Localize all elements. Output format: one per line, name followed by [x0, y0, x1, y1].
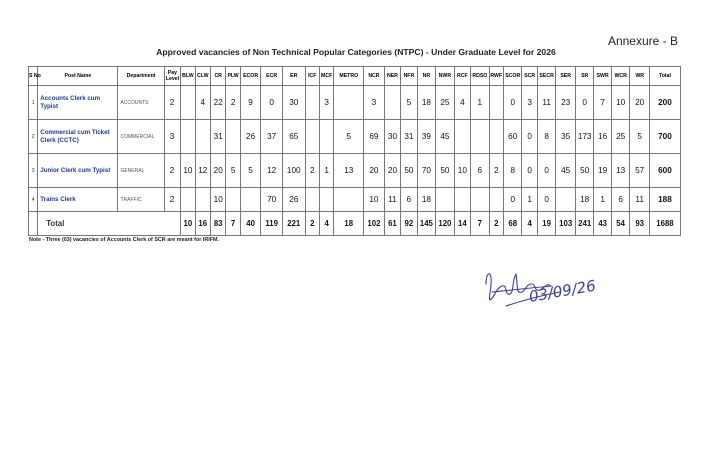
totals-label: Total: [38, 212, 181, 236]
vacancy-cell: 5: [226, 154, 240, 188]
signature-date: 03/09/26: [527, 276, 598, 306]
vacancy-cell: [436, 188, 455, 212]
vacancy-cell: 65: [282, 120, 305, 154]
vacancy-cell: 5: [630, 120, 650, 154]
col-header: WR: [630, 67, 650, 86]
total-vacancy-cell: 221: [282, 212, 305, 236]
pay-level: 2: [164, 154, 180, 188]
vacancy-cell: 100: [282, 154, 305, 188]
total-vacancy-cell: 241: [575, 212, 594, 236]
totals-blank: [29, 212, 38, 236]
total-vacancy-cell: 119: [261, 212, 283, 236]
vacancy-cell: 0: [575, 86, 594, 120]
post-name: Commercial cum Ticket Clerk (CCTC): [38, 120, 118, 154]
vacancy-cell: 50: [401, 154, 417, 188]
vacancy-cell: 12: [195, 154, 210, 188]
serial-number: 2: [29, 120, 38, 154]
vacancy-cell: [195, 120, 210, 154]
total-vacancy-cell: 68: [503, 212, 522, 236]
vacancy-cell: 10: [364, 188, 385, 212]
row-total: 700: [649, 120, 680, 154]
total-vacancy-cell: 120: [436, 212, 455, 236]
vacancy-cell: [181, 188, 195, 212]
total-vacancy-cell: 7: [226, 212, 240, 236]
vacancy-cell: 6: [401, 188, 417, 212]
vacancy-cell: [181, 86, 195, 120]
vacancy-cell: [454, 120, 470, 154]
col-header: SCOR: [503, 67, 522, 86]
col-header: PLW: [226, 67, 240, 86]
vacancy-cell: 0: [537, 154, 556, 188]
total-vacancy-cell: 4: [319, 212, 333, 236]
vacancy-cell: [305, 188, 319, 212]
vacancy-cell: 50: [436, 154, 455, 188]
vacancy-cell: 57: [630, 154, 650, 188]
vacancy-cell: 3: [522, 86, 537, 120]
vacancy-table: [28, 66, 681, 236]
vacancy-cell: [319, 120, 333, 154]
total-vacancy-cell: 2: [305, 212, 319, 236]
vacancy-cell: 173: [575, 120, 594, 154]
vacancy-cell: [489, 188, 503, 212]
total-vacancy-cell: 40: [240, 212, 261, 236]
vacancy-cell: 70: [261, 188, 283, 212]
vacancy-cell: 6: [471, 154, 490, 188]
vacancy-cell: 10: [611, 86, 630, 120]
vacancy-cell: [181, 120, 195, 154]
total-vacancy-cell: 4: [522, 212, 537, 236]
vacancy-cell: 11: [384, 188, 400, 212]
vacancy-cell: [556, 188, 576, 212]
table-row: [29, 154, 681, 188]
vacancy-cell: 3: [319, 86, 333, 120]
vacancy-cell: 2: [226, 86, 240, 120]
vacancy-cell: 69: [364, 120, 385, 154]
vacancy-cell: 5: [334, 120, 364, 154]
col-header: RDSO: [471, 67, 490, 86]
vacancy-cell: 10: [454, 154, 470, 188]
col-header: SWR: [594, 67, 611, 86]
pay-level: 3: [164, 120, 180, 154]
pay-level: 2: [164, 86, 180, 120]
total-vacancy-cell: 93: [630, 212, 650, 236]
totals-row: [29, 212, 681, 236]
total-vacancy-cell: 102: [364, 212, 385, 236]
vacancy-cell: [240, 188, 261, 212]
total-vacancy-cell: 61: [384, 212, 400, 236]
vacancy-cell: 16: [594, 120, 611, 154]
vacancy-cell: 60: [503, 120, 522, 154]
department: TRAFFIC: [118, 188, 164, 212]
total-vacancy-cell: 18: [334, 212, 364, 236]
row-total: 600: [649, 154, 680, 188]
vacancy-cell: 4: [195, 86, 210, 120]
vacancy-cell: 1: [319, 154, 333, 188]
vacancy-cell: 0: [503, 188, 522, 212]
post-name: Trains Clerk: [38, 188, 118, 212]
vacancy-cell: 2: [305, 154, 319, 188]
total-vacancy-cell: 43: [594, 212, 611, 236]
col-header: NER: [384, 67, 400, 86]
vacancy-cell: 7: [594, 86, 611, 120]
vacancy-cell: 2: [489, 154, 503, 188]
total-vacancy-cell: 83: [210, 212, 225, 236]
post-name: Accounts Clerk cum Typist: [38, 86, 118, 120]
total-vacancy-cell: 54: [611, 212, 630, 236]
vacancy-cell: [305, 120, 319, 154]
vacancy-cell: 22: [210, 86, 225, 120]
col-header: NCR: [364, 67, 385, 86]
pay-level: 2: [164, 188, 180, 212]
vacancy-cell: 5: [401, 86, 417, 120]
col-header: RWF: [489, 67, 503, 86]
vacancy-cell: [334, 188, 364, 212]
vacancy-cell: 13: [334, 154, 364, 188]
vacancy-cell: [334, 86, 364, 120]
vacancy-cell: 25: [436, 86, 455, 120]
col-header: ICF: [305, 67, 319, 86]
vacancy-cell: [471, 120, 490, 154]
vacancy-cell: [226, 120, 240, 154]
total-vacancy-cell: 92: [401, 212, 417, 236]
serial-number: 3: [29, 154, 38, 188]
vacancy-cell: [454, 188, 470, 212]
total-vacancy-cell: 10: [181, 212, 195, 236]
vacancy-cell: 10: [210, 188, 225, 212]
total-vacancy-cell: 2: [489, 212, 503, 236]
vacancy-cell: 5: [240, 154, 261, 188]
vacancy-cell: 12: [261, 154, 283, 188]
vacancy-cell: [489, 120, 503, 154]
total-vacancy-cell: 145: [417, 212, 436, 236]
post-name: Junior Clerk cum Typist: [38, 154, 118, 188]
vacancy-cell: 1: [522, 188, 537, 212]
vacancy-cell: 6: [611, 188, 630, 212]
vacancy-cell: 19: [594, 154, 611, 188]
col-header: ECOR: [240, 67, 261, 86]
col-header: SCR: [522, 67, 537, 86]
vacancy-cell: 20: [384, 154, 400, 188]
vacancy-cell: 26: [240, 120, 261, 154]
vacancy-cell: 39: [417, 120, 436, 154]
vacancy-cell: 18: [417, 86, 436, 120]
vacancy-cell: [489, 86, 503, 120]
vacancy-cell: 37: [261, 120, 283, 154]
col-header: BLW: [181, 67, 195, 86]
vacancy-cell: 11: [537, 86, 556, 120]
row-total: 200: [649, 86, 680, 120]
col-header: CR: [210, 67, 225, 86]
col-header: SER: [556, 67, 576, 86]
vacancy-cell: 1: [594, 188, 611, 212]
col-header: Total: [649, 67, 680, 86]
vacancy-cell: 31: [210, 120, 225, 154]
total-vacancy-cell: 7: [471, 212, 490, 236]
vacancy-cell: 70: [417, 154, 436, 188]
vacancy-cell: 11: [630, 188, 650, 212]
col-header: Department: [118, 67, 164, 86]
vacancy-cell: 0: [261, 86, 283, 120]
total-vacancy-cell: 103: [556, 212, 576, 236]
col-header: Post Name: [38, 67, 118, 86]
vacancy-cell: 0: [522, 120, 537, 154]
col-header: ECR: [261, 67, 283, 86]
col-header: NFR: [401, 67, 417, 86]
vacancy-cell: 9: [240, 86, 261, 120]
vacancy-cell: 3: [364, 86, 385, 120]
table-row: [29, 188, 681, 212]
vacancy-cell: 20: [630, 86, 650, 120]
vacancy-cell: [195, 188, 210, 212]
vacancy-cell: 30: [384, 120, 400, 154]
vacancy-cell: 45: [556, 154, 576, 188]
total-vacancy-cell: 16: [195, 212, 210, 236]
col-header: MCF: [319, 67, 333, 86]
vacancy-cell: [226, 188, 240, 212]
vacancy-cell: 30: [282, 86, 305, 120]
document-title: Approved vacancies of Non Technical Popular Categories (NTPC) - Under Graduate Level for 2026: [156, 47, 556, 57]
col-header: ER: [282, 67, 305, 86]
vacancy-cell: 35: [556, 120, 576, 154]
vacancy-cell: 0: [503, 86, 522, 120]
vacancy-cell: [305, 86, 319, 120]
vacancy-cell: [384, 86, 400, 120]
handwritten-signature: [478, 262, 628, 322]
vacancy-cell: 20: [210, 154, 225, 188]
col-header: Pay Level: [164, 67, 180, 86]
col-header: S No: [29, 67, 38, 86]
annexure-label: Annexure - B: [607, 34, 678, 48]
header-row: [29, 67, 681, 86]
table-row: [29, 120, 681, 154]
vacancy-cell: 45: [436, 120, 455, 154]
total-vacancy-cell: 19: [537, 212, 556, 236]
vacancy-cell: 50: [575, 154, 594, 188]
vacancy-cell: 20: [364, 154, 385, 188]
serial-number: 1: [29, 86, 38, 120]
department: GENERAL: [118, 154, 164, 188]
col-header: RCF: [454, 67, 470, 86]
vacancy-cell: 8: [503, 154, 522, 188]
vacancy-cell: 13: [611, 154, 630, 188]
vacancy-cell: 18: [575, 188, 594, 212]
department: COMMERCIAL: [118, 120, 164, 154]
total-vacancy-cell: 14: [454, 212, 470, 236]
vacancy-cell: 10: [181, 154, 195, 188]
col-header: NWR: [436, 67, 455, 86]
grand-total: 1688: [649, 212, 680, 236]
col-header: WCR: [611, 67, 630, 86]
department: ACCOUNTS: [118, 86, 164, 120]
vacancy-cell: 18: [417, 188, 436, 212]
vacancy-cell: 0: [537, 188, 556, 212]
serial-number: 4: [29, 188, 38, 212]
footnote: Note - Three (03) vacancies of Accounts Clerk of SCR are meant for IRIFM.: [29, 237, 220, 243]
col-header: NR: [417, 67, 436, 86]
col-header: SR: [575, 67, 594, 86]
col-header: CLW: [195, 67, 210, 86]
vacancy-cell: 25: [611, 120, 630, 154]
vacancy-cell: [319, 188, 333, 212]
table-row: [29, 86, 681, 120]
col-header: METRO: [334, 67, 364, 86]
vacancy-cell: [471, 188, 490, 212]
row-total: 188: [649, 188, 680, 212]
vacancy-cell: 23: [556, 86, 576, 120]
vacancy-cell: 1: [471, 86, 490, 120]
vacancy-cell: 4: [454, 86, 470, 120]
vacancy-cell: 0: [522, 154, 537, 188]
col-header: SECR: [537, 67, 556, 86]
vacancy-cell: 26: [282, 188, 305, 212]
vacancy-cell: 8: [537, 120, 556, 154]
vacancy-cell: 31: [401, 120, 417, 154]
